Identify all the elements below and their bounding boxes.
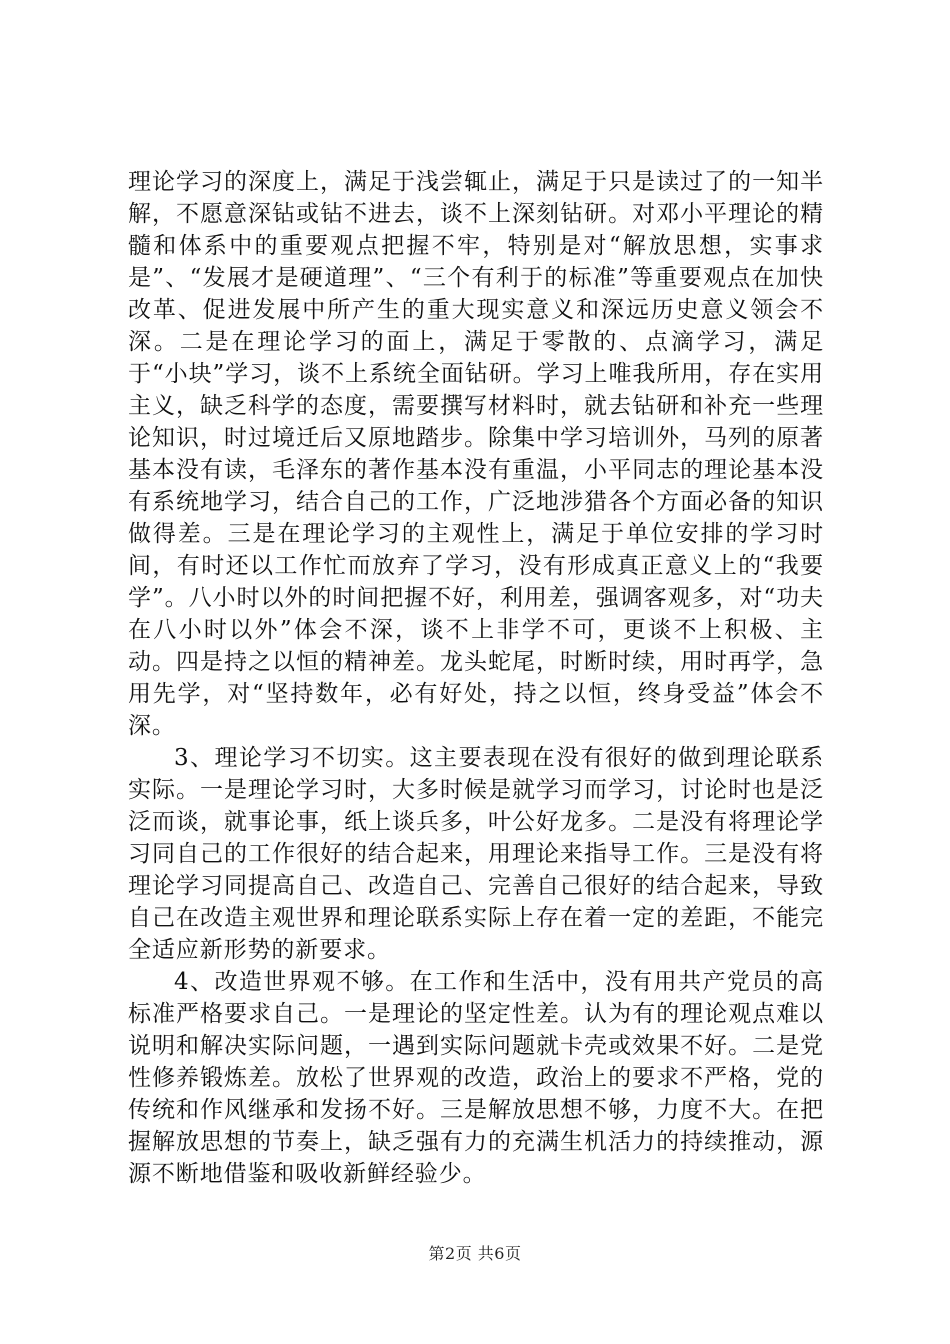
paragraph-theory-practice: 3、理论学习不切实。这主要表现在没有很好的做到理论联系实际。一是理论学习时，大多时候是就学习而学习，讨论时也是泛泛而谈，就事论事，纸上谈兵多，叶公好龙多。二是没有将理论学习同自己的工作很好的结合起来，用理论来指导工作。三是没有将理论学习同提高自己、改造自己、完善自己很好的结合起来，导致自己在改造主观世界和理论联系实际上存在着一定的差距，不能完全适应新形势的新要求。 bbox=[128, 745, 824, 963]
paragraph-learning-depth: 理论学习的深度上，满足于浅尝辄止，满足于只是读过了的一知半解，不愿意深钻或钻不进去，谈不上深刻钻研。对邓小平理论的精髓和体系中的重要观点把握不牢，特别是对“解放思想，实事求是”、“发展才是硬道理”、“三个有利于的标准”等重要观点在加快改革、促进发展中所产生的重大现实意义和深远历史意义领会不深。二是在理论学习的面上，满足于零散的、点滴学习，满足于“小块”学习，谈不上系统全面钻研。学习上唯我所用，存在实用主义，缺乏科学的态度，需要撰写材料时，就去钻研和补充一些理论知识，时过境迁后又原地踏步。除集中学习培训外，马列的原著基本没有读，毛泽东的著作基本没有重温，小平同志的理论基本没有系统地学习，结合自己的工作，广泛地涉猎各个方面必备的知识做得差。三是在理论学习的主观性上，满足于单位安排的学习时间，有时还以工作忙而放弃了学习，没有形成真正意义上的“我要学”。八小时以外的时间把握不好，利用差，强调客观多，对“功夫在八小时以外”体会不深，谈不上非学不可，更谈不上积极、主动。四是持之以恒的精神差。龙头蛇尾，时断时续，用时再学，急用先学，对“坚持数年，必有好处，持之以恒，终身受益”体会不深。 bbox=[128, 169, 824, 739]
page-number-footer: 第2页 共6页 bbox=[428, 1244, 522, 1263]
paragraph-worldview: 4、改造世界观不够。在工作和生活中，没有用共产党员的高标准严格要求自己。一是理论的坚定性差。认为有的理论观点难以说明和解决实际问题，一遇到实际问题就卡壳或效果不好。二是党性修养锻炼差。放松了世界观的改造，政治上的要求不严格，党的传统和作风继承和发扬不好。三是解放思想不够，力度不大。在把握解放思想的节奏上，缺乏强有力的充满生机活力的持续推动，源源不断地借鉴和吸收新鲜经验少。 bbox=[128, 969, 824, 1187]
document-body bbox=[128, 166, 824, 1190]
